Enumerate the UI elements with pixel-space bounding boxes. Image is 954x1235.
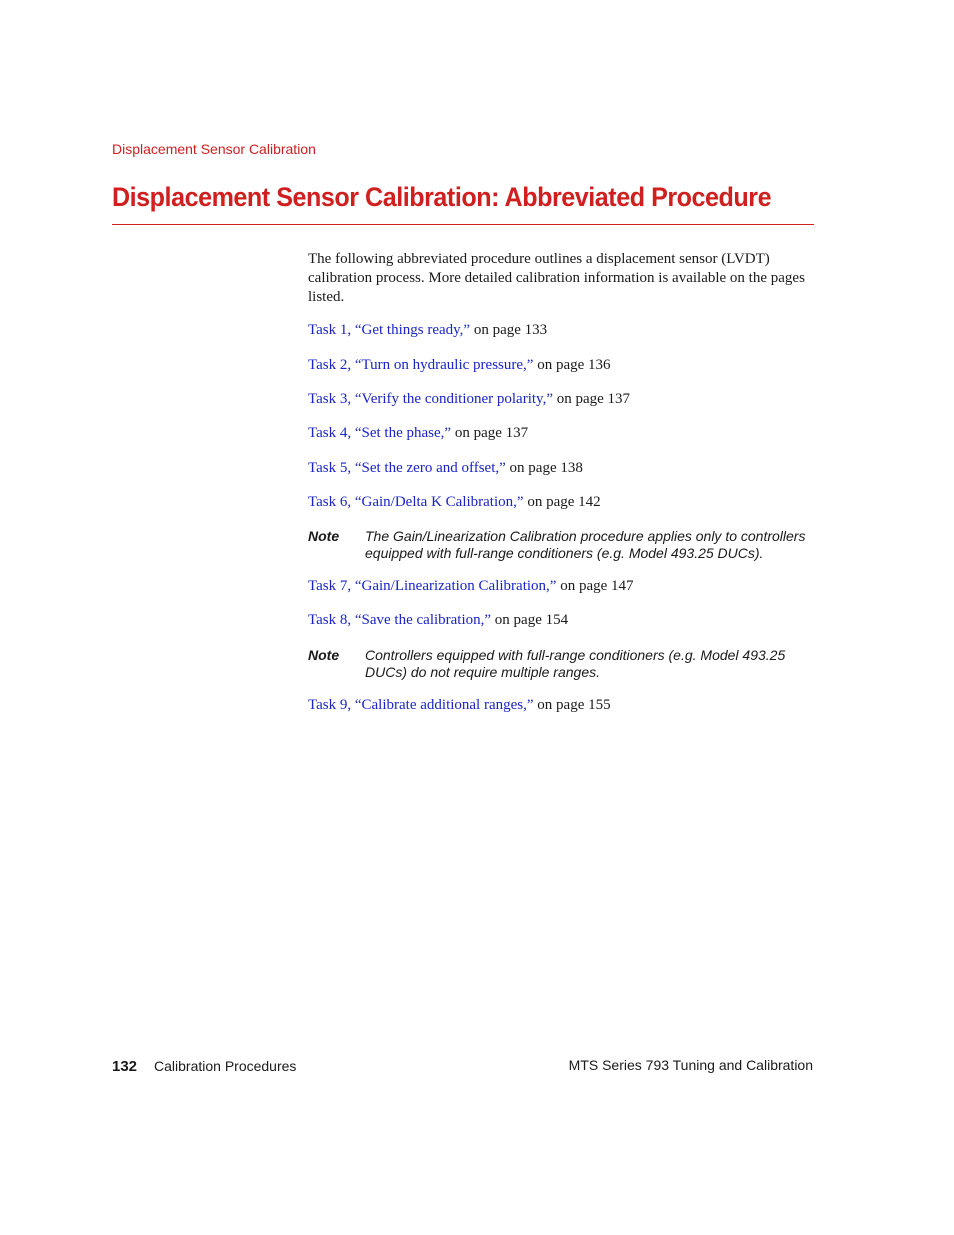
footer-section: Calibration Procedures bbox=[154, 1058, 297, 1074]
task-link[interactable]: Task 5, “Set the zero and offset,” bbox=[308, 460, 506, 476]
task-page-ref: on page 133 bbox=[470, 322, 548, 338]
task-item bbox=[308, 460, 583, 477]
task-link[interactable]: Task 2, “Turn on hydraulic pressure,” bbox=[308, 357, 534, 373]
intro-paragraph: The following abbreviated procedure outlines a displacement sensor (LVDT) calibration process. More detailed calibration information is available on the pages listed. bbox=[308, 251, 805, 305]
task-link[interactable]: Task 7, “Gain/Linearization Calibration,” bbox=[308, 578, 557, 594]
task-page-ref: on page 154 bbox=[491, 612, 569, 628]
note-label: Note bbox=[308, 647, 340, 663]
page-number: 132 bbox=[112, 1058, 138, 1075]
footer-book-title: MTS Series 793 Tuning and Calibration bbox=[568, 1057, 813, 1073]
task-item bbox=[308, 494, 601, 511]
task-page-ref: on page 147 bbox=[556, 578, 634, 594]
task-item bbox=[308, 425, 528, 442]
task-page-ref: on page 137 bbox=[552, 391, 631, 407]
note-label: Note bbox=[308, 528, 340, 544]
task-link[interactable]: Task 9, “Calibrate additional ranges,” bbox=[308, 697, 534, 713]
task-item bbox=[308, 357, 611, 374]
task-page-ref: on page 155 bbox=[533, 697, 611, 713]
task-item bbox=[308, 322, 547, 339]
task-item bbox=[308, 578, 634, 595]
note-text: The Gain/Linearization Calibration procedure applies only to controllers equipped with full-range conditioners (e.g. Model 493.25 DUCs). bbox=[365, 528, 806, 561]
task-item bbox=[308, 697, 611, 714]
task-link[interactable]: Task 4, “Set the phase,” bbox=[308, 425, 452, 441]
task-page-ref: on page 137 bbox=[451, 425, 529, 441]
task-link[interactable]: Task 1, “Get things ready,” bbox=[308, 322, 471, 338]
task-page-ref: on page 142 bbox=[523, 494, 601, 510]
task-page-ref: on page 136 bbox=[533, 357, 611, 373]
page-title: Displacement Sensor Calibration: Abbreviated Procedure bbox=[112, 182, 772, 212]
title-rule bbox=[112, 224, 814, 225]
task-link[interactable]: Task 8, “Save the calibration,” bbox=[308, 612, 492, 628]
task-item bbox=[308, 391, 630, 408]
task-link[interactable]: Task 3, “Verify the conditioner polarity,” bbox=[308, 391, 553, 407]
task-link[interactable]: Task 6, “Gain/Delta K Calibration,” bbox=[308, 494, 524, 510]
running-head: Displacement Sensor Calibration bbox=[112, 141, 316, 157]
task-page-ref: on page 138 bbox=[505, 460, 583, 476]
task-item bbox=[308, 612, 568, 629]
note-text: Controllers equipped with full-range conditioners (e.g. Model 493.25 DUCs) do not require multiple ranges. bbox=[365, 647, 786, 680]
